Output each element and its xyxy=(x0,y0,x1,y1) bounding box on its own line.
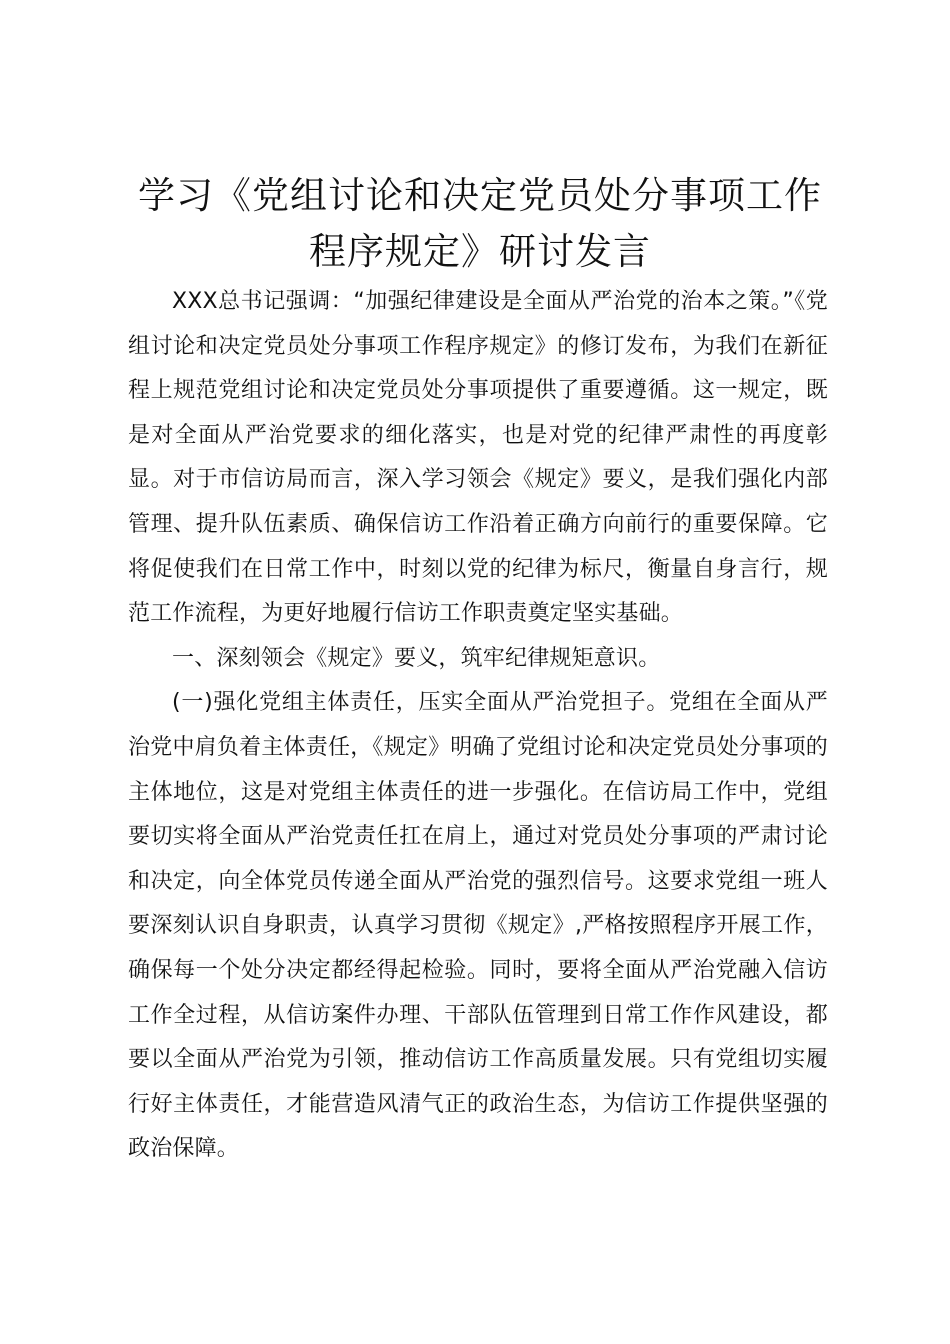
document-title: 学习《党组讨论和决定党员处分事项工作程序规定》研讨发言 xyxy=(138,174,822,273)
subsection-paragraph-1: (一)强化党组主体责任，压实全面从严治党担子。党组在全面从严治党中肩负着主体责任，《规定》明确了党组讨论和决定党员处分事项的主体地位，这是对党组主体责任的进一步强化。在信访局工作中，党组要切实将全面从严治党责任扛在肩上，通过对党员处分事项的严肃讨论和决定，向全体党员传递全面从严治党的强烈信号。这要求党组一班人要深刻认识自身职责，认真学习贯彻《规定》,严格按照程序开展工作，确保每一个处分决定都经得起检验。同时，要将全面从严治党融入信访工作全过程，从信访案件办理、干部队伍管理到日常工作作风建设，都要以全面从严治党为引领，推动信访工作高质量发展。只有党组切实履行好主体责任，才能营造风清气正的政治生态，为信访工作提供坚强的政治保障。 xyxy=(128,690,828,1162)
intro-paragraph: XXX总书记强调：“加强纪律建设是全面从严治党的治本之策。”《党组讨论和决定党员处分事项工作程序规定》的修订发布，为我们在新征程上规范党组讨论和决定党员处分事项提供了重要遵循。这一规定，既是对全面从严治党要求的细化落实，也是对党的纪律严肃性的再度彰显。对于市信访局而言，深入学习领会《规定》要义，是我们强化内部管理、提升队伍素质、确保信访工作沿着正确方向前行的重要保障。它将促使我们在日常工作中，时刻以党的纪律为标尺，衡量自身言行，规范工作流程，为更好地履行信访工作职责奠定坚实基础。 xyxy=(128,289,828,627)
section-heading-1: 一、深刻领会《规定》要义，筑牢纪律规矩意识。 xyxy=(172,645,661,671)
document-body xyxy=(128,280,828,1172)
